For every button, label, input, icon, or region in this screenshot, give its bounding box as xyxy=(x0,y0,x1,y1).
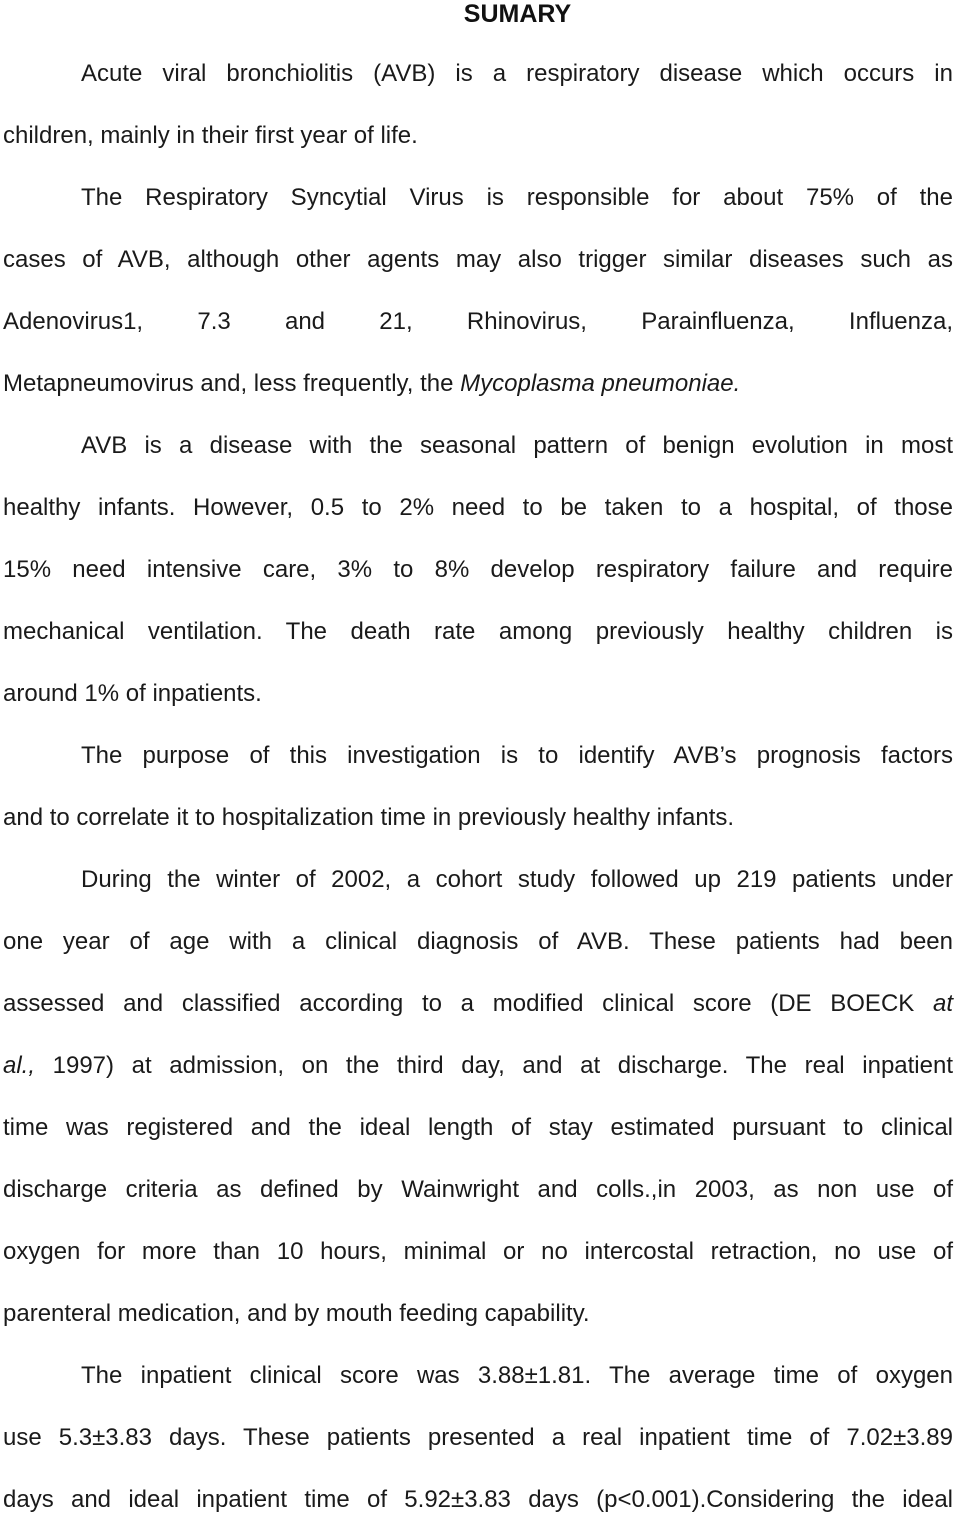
text-line: and to correlate it to hospitalization time in previously healthy infants. xyxy=(3,804,735,831)
text-line: AVB is a disease with the seasonal pattern of benign evolution in most xyxy=(81,432,953,459)
text-line: days and ideal inpatient time of 5.92±3.83 days (p<0.001).Considering the ideal xyxy=(3,1486,953,1513)
text-line: Adenovirus1, 7.3 and 21, Rhinovirus, Parainfluenza, Influenza, xyxy=(3,308,953,335)
text-line: one year of age with a clinical diagnosis of AVB. These patients had been xyxy=(3,928,953,955)
text-line xyxy=(3,370,953,398)
text-line: mechanical ventilation. The death rate among previously healthy children is xyxy=(3,618,953,645)
text-line: Acute viral bronchiolitis (AVB) is a respiratory disease which occurs in xyxy=(81,60,953,87)
text-line: parenteral medication, and by mouth feeding capability. xyxy=(3,1300,590,1327)
text-line: children, mainly in their first year of life. xyxy=(3,122,418,149)
text-line: cases of AVB, although other agents may also trigger similar diseases such as xyxy=(3,246,953,273)
text-line: During the winter of 2002, a cohort study followed up 219 patients under xyxy=(81,866,953,893)
text-line: discharge criteria as defined by Wainwright and colls.,in 2003, as non use of xyxy=(3,1176,953,1203)
text-line: 15% need intensive care, 3% to 8% develop respiratory failure and require xyxy=(3,556,953,583)
text-line: The inpatient clinical score was 3.88±1.81. The average time of oxygen xyxy=(81,1362,953,1389)
text-line: around 1% of inpatients. xyxy=(3,680,262,707)
text-run: 1997) at admission, on the third day, and at discharge. The real inpatient xyxy=(35,1052,953,1079)
text-line: The purpose of this investigation is to identify AVB’s prognosis factors xyxy=(81,742,953,769)
text-line xyxy=(3,990,953,1018)
text-line: oxygen for more than 10 hours, minimal or no intercostal retraction, no use of xyxy=(3,1238,953,1265)
text-line: The Respiratory Syncytial Virus is responsible for about 75% of the xyxy=(81,184,953,211)
text-line: use 5.3±3.83 days. These patients presented a real inpatient time of 7.02±3.89 xyxy=(3,1424,953,1451)
text-run: assessed and classified according to a modified clinical score (DE BOECK xyxy=(3,990,933,1017)
italic-term-al: al., xyxy=(3,1052,36,1079)
italic-term-at: at xyxy=(932,990,953,1017)
italic-term-mycoplasma: Mycoplasma pneumoniae. xyxy=(460,370,741,397)
text-run: Metapneumovirus and, less frequently, the xyxy=(3,370,461,397)
text-line: time was registered and the ideal length of stay estimated pursuant to clinical xyxy=(3,1114,953,1141)
page-title: SUMARY xyxy=(463,0,572,28)
text-line: healthy infants. However, 0.5 to 2% need to be taken to a hospital, of those xyxy=(3,494,953,521)
text-line xyxy=(3,1052,953,1080)
